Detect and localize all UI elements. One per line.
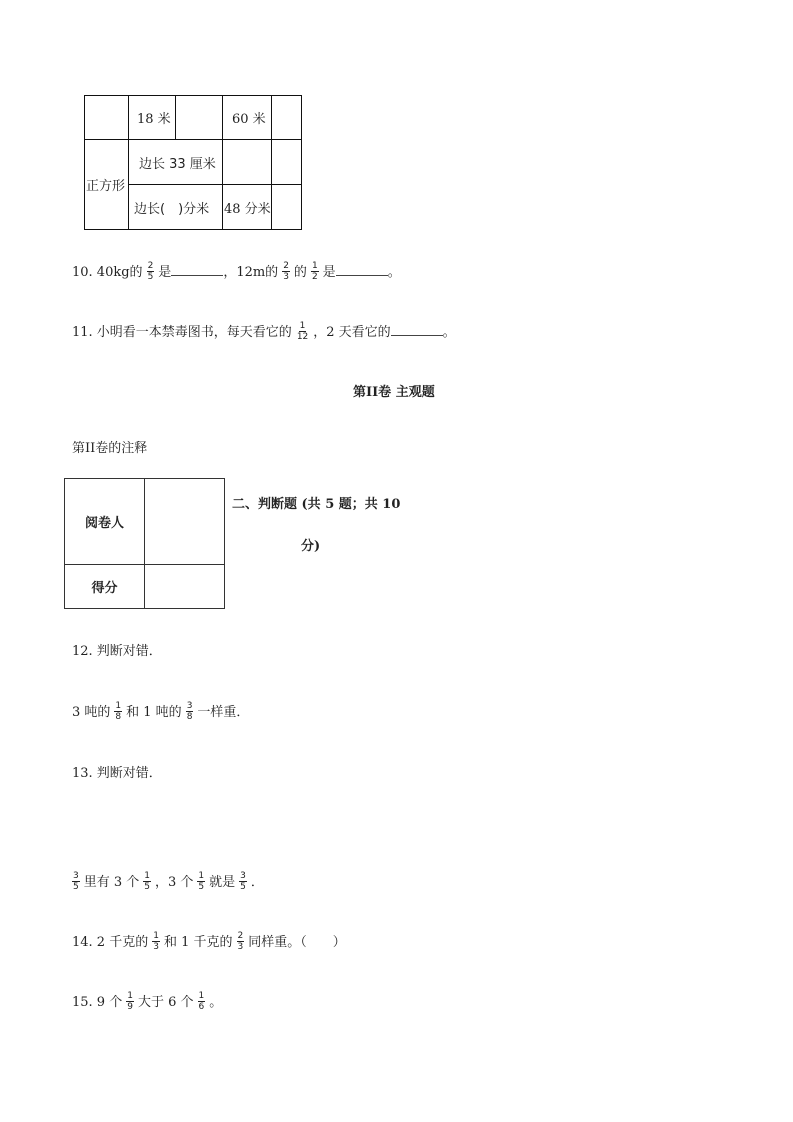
grader-table (64, 478, 225, 609)
text: 。 (442, 325, 456, 340)
question-15 (72, 992, 222, 1013)
question-14 (72, 932, 346, 953)
fraction: $\frac{3}{8}$ (186, 701, 193, 722)
text: 是 (322, 265, 336, 280)
cell (272, 140, 302, 185)
answer-blank[interactable] (171, 263, 223, 276)
question-10 (72, 262, 401, 283)
text: 。 (209, 995, 223, 1010)
cell (176, 96, 223, 140)
fraction: $\frac{2}{3}$ (237, 931, 244, 952)
text: 的 (293, 265, 307, 280)
text: 是 (158, 265, 172, 280)
cell (85, 96, 129, 140)
text: 10. 40kg的 (72, 265, 143, 280)
text: ，12m的 (223, 265, 279, 280)
cell: 60 米 (223, 96, 272, 140)
text: 11. 小明看一本禁毒图书，每天看它的 (72, 325, 292, 340)
fraction: $\frac{1}{3}$ (153, 931, 159, 952)
text: ，2 天看它的 (313, 325, 391, 340)
score-label: 得分 (65, 565, 145, 609)
text: 和 1 吨的 (126, 705, 182, 720)
cell (223, 140, 272, 185)
answer-blank[interactable] (391, 323, 443, 336)
fraction: $\frac{1}{5}$ (198, 871, 205, 892)
question-12-title: 12. 判断对错． (72, 644, 162, 659)
fraction: $\frac{1}{6}$ (198, 991, 205, 1012)
question-13-title: 13. 判断对错． (72, 766, 162, 781)
cell: 48 分米 (223, 185, 272, 230)
fraction: $\frac{3}{5}$ (73, 871, 79, 892)
text: 里有 3 个 (83, 875, 140, 890)
fraction: $\frac{1}{9}$ (127, 991, 133, 1012)
cell (272, 96, 302, 140)
text: 一样重． (197, 705, 250, 720)
section-title: 第II卷 主观题 (353, 385, 435, 400)
answer-blank[interactable] (336, 263, 388, 276)
part2-heading-cont: 分) (301, 539, 321, 554)
fraction: $\frac{1}{2}$ (311, 261, 318, 282)
score-field[interactable] (145, 565, 225, 609)
text: 和 1 千克的 (163, 935, 233, 950)
text: 14. 2 千克的 (72, 935, 149, 950)
fraction: $\frac{1}{12}$ (296, 321, 309, 342)
question-12-statement (72, 702, 249, 723)
section-note: 第II卷的注释 (72, 441, 148, 456)
text: 大于 6 个 (137, 995, 194, 1010)
fraction: $\frac{2}{3}$ (283, 261, 289, 282)
text: 3 吨的 (72, 705, 111, 720)
question-13-statement (68, 872, 264, 893)
cell: 边长( )分米 (129, 185, 223, 230)
measurement-table (84, 95, 302, 230)
fraction: $\frac{1}{5}$ (144, 871, 151, 892)
text: ． (250, 875, 264, 890)
text: ，3 个 (155, 875, 194, 890)
question-11 (72, 322, 456, 343)
part2-heading: 二、判断题 (共 5 题；共 10 (232, 497, 401, 512)
text: 同样重。（ ） (248, 935, 346, 950)
square-label-cell: 正方形 (85, 140, 129, 230)
cell (272, 185, 302, 230)
fraction: $\frac{3}{5}$ (240, 871, 246, 892)
text: 就是 (209, 875, 236, 890)
fraction: $\frac{1}{8}$ (115, 701, 122, 722)
cell: 18 米 (129, 96, 176, 140)
text: 。 (387, 265, 401, 280)
reviewer-label: 阅卷人 (65, 479, 145, 565)
fraction: $\frac{2}{5}$ (147, 261, 154, 282)
reviewer-field[interactable] (145, 479, 225, 565)
text: 15. 9 个 (72, 995, 123, 1010)
cell: 边长 33 厘米 (129, 140, 223, 185)
